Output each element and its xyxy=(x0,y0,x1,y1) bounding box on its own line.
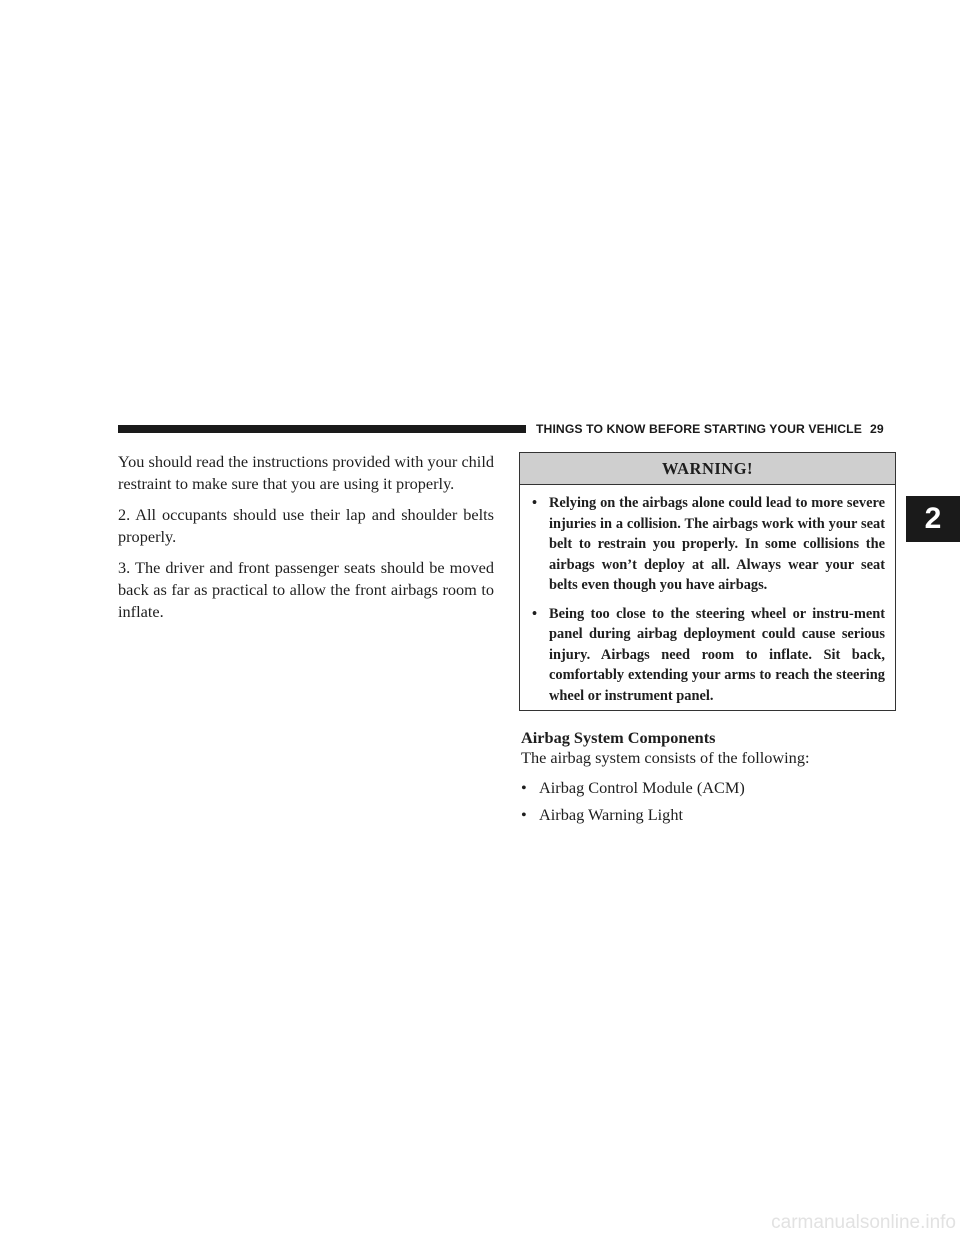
section-heading: Airbag System Components xyxy=(521,728,716,747)
bullet-icon: • xyxy=(532,495,538,511)
list-item-text: Airbag Control Module (ACM) xyxy=(539,778,745,797)
bullet-icon: • xyxy=(532,605,538,622)
warning-item-text: Relying on the airbags alone could lead to more severe injuries in a collision. The airbags work with your seat belt to restrain you properly. In some collisions the airbags won’t deploy at all. Always wear your seat belts even though you have airbags. xyxy=(549,495,885,593)
warning-item-text: Being too close to the steering wheel or instru-ment panel during airbag deployment could cause serious injury. Airbags need room to inflate. Sit back, comfortably extending your arms to reach the steering wheel or instrument panel. xyxy=(549,605,885,704)
header-rule xyxy=(118,425,526,433)
bullet-icon: • xyxy=(521,778,527,797)
page-number: 29 xyxy=(869,422,884,436)
section-intro: The airbag system consists of the following: xyxy=(521,748,810,767)
paragraph: 3. The driver and front passenger seats should be moved back as far as practical to allow the front airbags room to inflate. xyxy=(118,558,494,621)
list-item xyxy=(521,778,897,798)
warning-title: WARNING! xyxy=(520,453,895,485)
running-title: THINGS TO KNOW BEFORE STARTING YOUR VEHICLE xyxy=(536,422,862,436)
list-item-text: Airbag Warning Light xyxy=(539,805,683,824)
warning-item xyxy=(532,604,885,707)
paragraph: You should read the instructions provided with your child restraint to make sure that you are using it properly. xyxy=(118,452,494,493)
bullet-icon: • xyxy=(521,805,527,824)
warning-item xyxy=(532,493,885,596)
airbag-components-section xyxy=(521,728,897,832)
warning-list xyxy=(520,485,895,706)
watermark: carmanualsonline.info xyxy=(771,1212,956,1233)
warning-box xyxy=(519,452,896,711)
component-list xyxy=(521,778,897,825)
running-header xyxy=(536,420,896,438)
chapter-tab: 2 xyxy=(906,496,960,542)
paragraph: 2. All occupants should use their lap and shoulder belts properly. xyxy=(118,505,494,546)
left-column xyxy=(118,451,494,632)
list-item xyxy=(521,805,897,825)
